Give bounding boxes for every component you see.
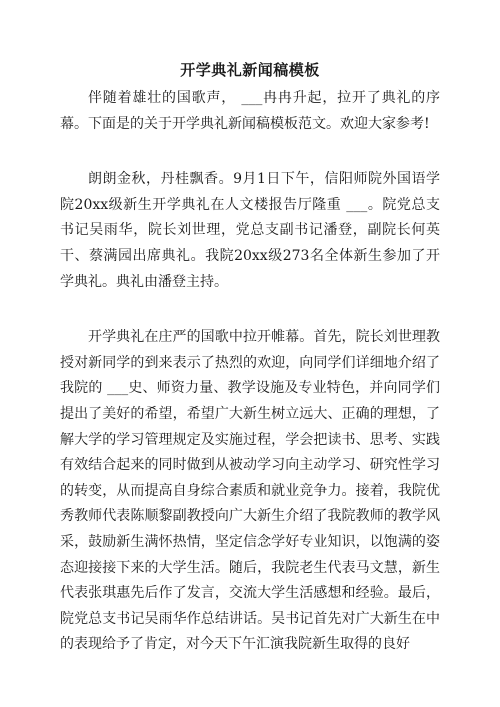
ceremony-paragraph: 开学典礼在庄严的国歌中拉开帷幕。首先，院长刘世理教授对新同学的到来表示了热烈的欢迎，向同学们详细地介绍了我院的 ___史、师资力量、教学设施及专业特色，并向同学们提出了美好的希望，希望广大新生树立远大、正确的理想，了解大学的学习管理规定及实施过程，学会把读书、思考、实践有效结合起来的同时做到从被动学习向主动学习、研究性学习的转变，从而提高自身综合素质和就业竞争力。接着，我院优秀教师代表陈顺黎副教授向广大新生介绍了我院教师的教学风采，鼓励新生满怀热情，坚定信念学好专业知识，以饱满的姿态迎接接下来的大学生活。随后，我院老生代表马文慧，新生代表张琪惠先后作了发言，交流大学生活感想和经验。最后，院党总支书记吴雨华作总结讲话。吴书记首先对广大新生在中的表现给予了肯定，对今天下午汇演我院新生取得的良好 — [60, 329, 440, 653]
document-title: 开学典礼新闻稿模板 — [180, 61, 320, 79]
intro-paragraph: 伴随着雄壮的国歌声， ___冉冉升起，拉开了典礼的序幕。下面是的关于开学典礼新闻稿模板范文。欢迎大家参考! — [60, 90, 440, 132]
event-paragraph: 朗朗金秋，丹桂飘香。9月1日下午，信阳师院外国语学院20xx级新生开学典礼在人文楼报告厅隆重 ___。院党总支书记吴雨华，院长刘世理，党总支副书记潘登，副院长何英干、蔡满园出席典礼。我院20xx级273名全体新生参加了开学典礼。典礼由潘登主持。 — [60, 171, 440, 290]
document-page — [60, 58, 440, 658]
